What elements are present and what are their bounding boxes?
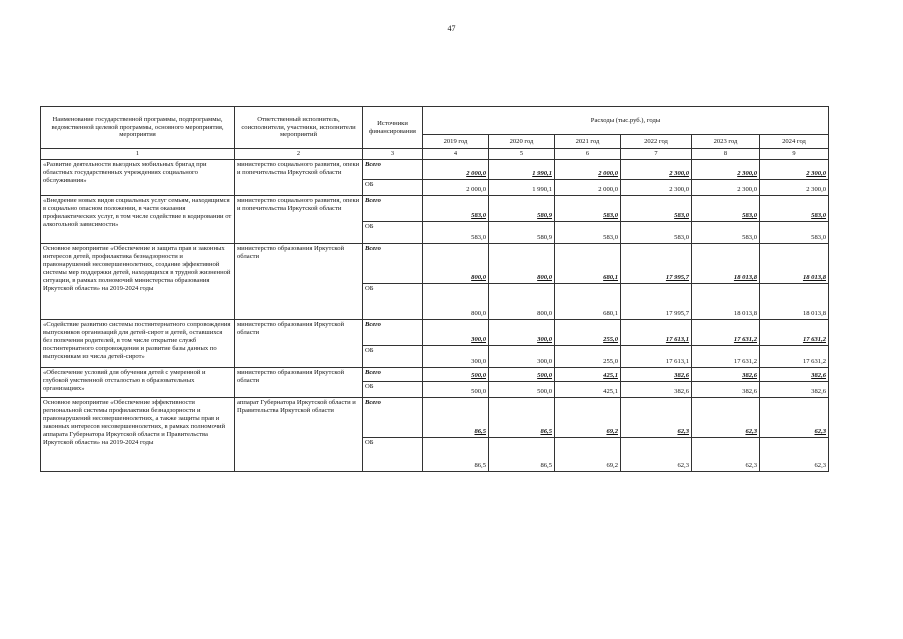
total-value: 62,3 [621,398,692,438]
row-name: «Содействие развитию системы постинтернатного сопровождения выпускников организаций для детей-сирот и детей, оставшихся без попечения родителей, в том числе открытие служб постинтернатного сопровождения и развитие базы данных по выпускникам из числа детей-сирот» [41,320,235,368]
header-year: 2021 год [555,135,621,149]
row-executor: министерство образования Иркутской области [235,320,363,368]
source-total-label: Всего [363,320,423,346]
ob-value: 62,3 [621,438,692,472]
ob-value: 800,0 [489,284,555,320]
total-value: 18 013,8 [760,244,829,284]
source-total-label: Всего [363,244,423,284]
total-value: 86,5 [423,398,489,438]
ob-value: 62,3 [692,438,760,472]
table-row [41,160,829,180]
ob-value: 2 300,0 [621,180,692,196]
column-number: 3 [363,149,423,160]
ob-value: 680,1 [555,284,621,320]
ob-value: 382,6 [621,382,692,398]
ob-value: 300,0 [489,346,555,368]
total-value: 62,3 [692,398,760,438]
ob-value: 425,1 [555,382,621,398]
source-ob-label: ОБ [363,438,423,472]
total-value: 2 300,0 [760,160,829,180]
total-value: 17 995,7 [621,244,692,284]
total-value: 1 990,1 [489,160,555,180]
table-row [41,196,829,222]
header-expenses: Расходы (тыс.руб.), годы [423,107,829,135]
row-executor: министерство образования Иркутской области [235,244,363,320]
page-number: 47 [447,24,456,33]
header-year: 2022 год [621,135,692,149]
row-name: «Обеспечение условий для обучения детей с умеренной и глубокой умственной отсталостью в образовательных организациях» [41,368,235,398]
row-name: Основное мероприятие «Обеспечение и защита прав и законных интересов детей, профилактика безнадзорности и правонарушений несовершеннолетних, создание эффективной системы мер поддержки детей, находящихся в трудной жизненной ситуации, в рамках полномочий министерства образования Иркутской области» на 2019-2024 годы [41,244,235,320]
ob-value: 86,5 [423,438,489,472]
row-executor: министерство образования Иркутской области [235,368,363,398]
header-executor: Ответственный исполнитель, соисполнители, участники, исполнители мероприятий [235,107,363,149]
ob-value: 2 300,0 [692,180,760,196]
ob-value: 580,9 [489,222,555,244]
column-number: 6 [555,149,621,160]
column-number: 4 [423,149,489,160]
total-value: 580,9 [489,196,555,222]
ob-value: 17 631,2 [760,346,829,368]
total-value: 18 013,8 [692,244,760,284]
total-value: 583,0 [692,196,760,222]
total-value: 69,2 [555,398,621,438]
ob-value: 1 990,1 [489,180,555,196]
total-value: 800,0 [423,244,489,284]
table-row [41,398,829,438]
column-number: 2 [235,149,363,160]
ob-value: 500,0 [423,382,489,398]
row-name: «Развитие деятельности выездных мобильных бригад при областных государственных учреждениях социального обслуживания» [41,160,235,196]
total-value: 17 631,2 [760,320,829,346]
source-ob-label: ОБ [363,346,423,368]
budget-table [40,106,829,472]
total-value: 17 631,2 [692,320,760,346]
ob-value: 255,0 [555,346,621,368]
source-total-label: Всего [363,160,423,180]
column-number: 5 [489,149,555,160]
ob-value: 583,0 [555,222,621,244]
total-value: 425,1 [555,368,621,382]
ob-value: 2 000,0 [423,180,489,196]
column-number-row [41,149,829,160]
total-value: 382,6 [621,368,692,382]
row-name: «Внедрение новых видов социальных услуг семьям, находящимся в социально опасном положении, в части оказания профилактических услуг, в том числе содействие в кодировании от алкогольной зависимости» [41,196,235,244]
column-number: 7 [621,149,692,160]
ob-value: 583,0 [760,222,829,244]
total-value: 583,0 [621,196,692,222]
ob-value: 300,0 [423,346,489,368]
total-value: 583,0 [555,196,621,222]
header-name: Наименование государственной программы, подпрограммы, ведомственной целевой программы, основного мероприятия, мероприятия [41,107,235,149]
total-value: 300,0 [423,320,489,346]
total-value: 17 613,1 [621,320,692,346]
table-header [41,107,829,160]
column-number: 8 [692,149,760,160]
total-value: 382,6 [692,368,760,382]
total-value: 2 000,0 [555,160,621,180]
row-executor: министерство социального развития, опеки и попечительства Иркутской области [235,160,363,196]
row-executor: аппарат Губернатора Иркутской области и Правительства Иркутской области [235,398,363,472]
total-value: 300,0 [489,320,555,346]
ob-value: 17 631,2 [692,346,760,368]
total-value: 500,0 [423,368,489,382]
table-body [41,160,829,472]
total-value: 2 000,0 [423,160,489,180]
source-ob-label: ОБ [363,222,423,244]
source-ob-label: ОБ [363,180,423,196]
ob-value: 62,3 [760,438,829,472]
total-value: 2 300,0 [621,160,692,180]
source-total-label: Всего [363,368,423,382]
ob-value: 583,0 [692,222,760,244]
ob-value: 18 013,8 [692,284,760,320]
total-value: 86,5 [489,398,555,438]
ob-value: 69,2 [555,438,621,472]
table-row [41,320,829,346]
ob-value: 18 013,8 [760,284,829,320]
table-row [41,368,829,382]
total-value: 680,1 [555,244,621,284]
total-value: 583,0 [423,196,489,222]
header-year: 2020 год [489,135,555,149]
header-year: 2023 год [692,135,760,149]
total-value: 2 300,0 [692,160,760,180]
table-row [41,244,829,284]
column-number: 1 [41,149,235,160]
ob-value: 583,0 [621,222,692,244]
ob-value: 2 300,0 [760,180,829,196]
source-ob-label: ОБ [363,284,423,320]
ob-value: 17 613,1 [621,346,692,368]
ob-value: 382,6 [692,382,760,398]
row-executor: министерство социального развития, опеки и попечительства Иркутской области [235,196,363,244]
source-ob-label: ОБ [363,382,423,398]
source-total-label: Всего [363,398,423,438]
header-source: Источники финансирования [363,107,423,149]
ob-value: 17 995,7 [621,284,692,320]
total-value: 800,0 [489,244,555,284]
ob-value: 382,6 [760,382,829,398]
total-value: 583,0 [760,196,829,222]
header-year: 2019 год [423,135,489,149]
column-number: 9 [760,149,829,160]
ob-value: 500,0 [489,382,555,398]
ob-value: 86,5 [489,438,555,472]
total-value: 500,0 [489,368,555,382]
source-total-label: Всего [363,196,423,222]
ob-value: 583,0 [423,222,489,244]
row-name: Основное мероприятие «Обеспечение эффективности региональной системы профилактики безнадзорности и правонарушений несовершеннолетних, а также защиты прав и законных интересов несовершеннолетних, в рамках полномочий аппарата Губернатора Иркутской области и Правительства Иркутской области» на 2019-2024 годы [41,398,235,472]
ob-value: 800,0 [423,284,489,320]
header-year: 2024 год [760,135,829,149]
total-value: 62,3 [760,398,829,438]
total-value: 382,6 [760,368,829,382]
total-value: 255,0 [555,320,621,346]
ob-value: 2 000,0 [555,180,621,196]
